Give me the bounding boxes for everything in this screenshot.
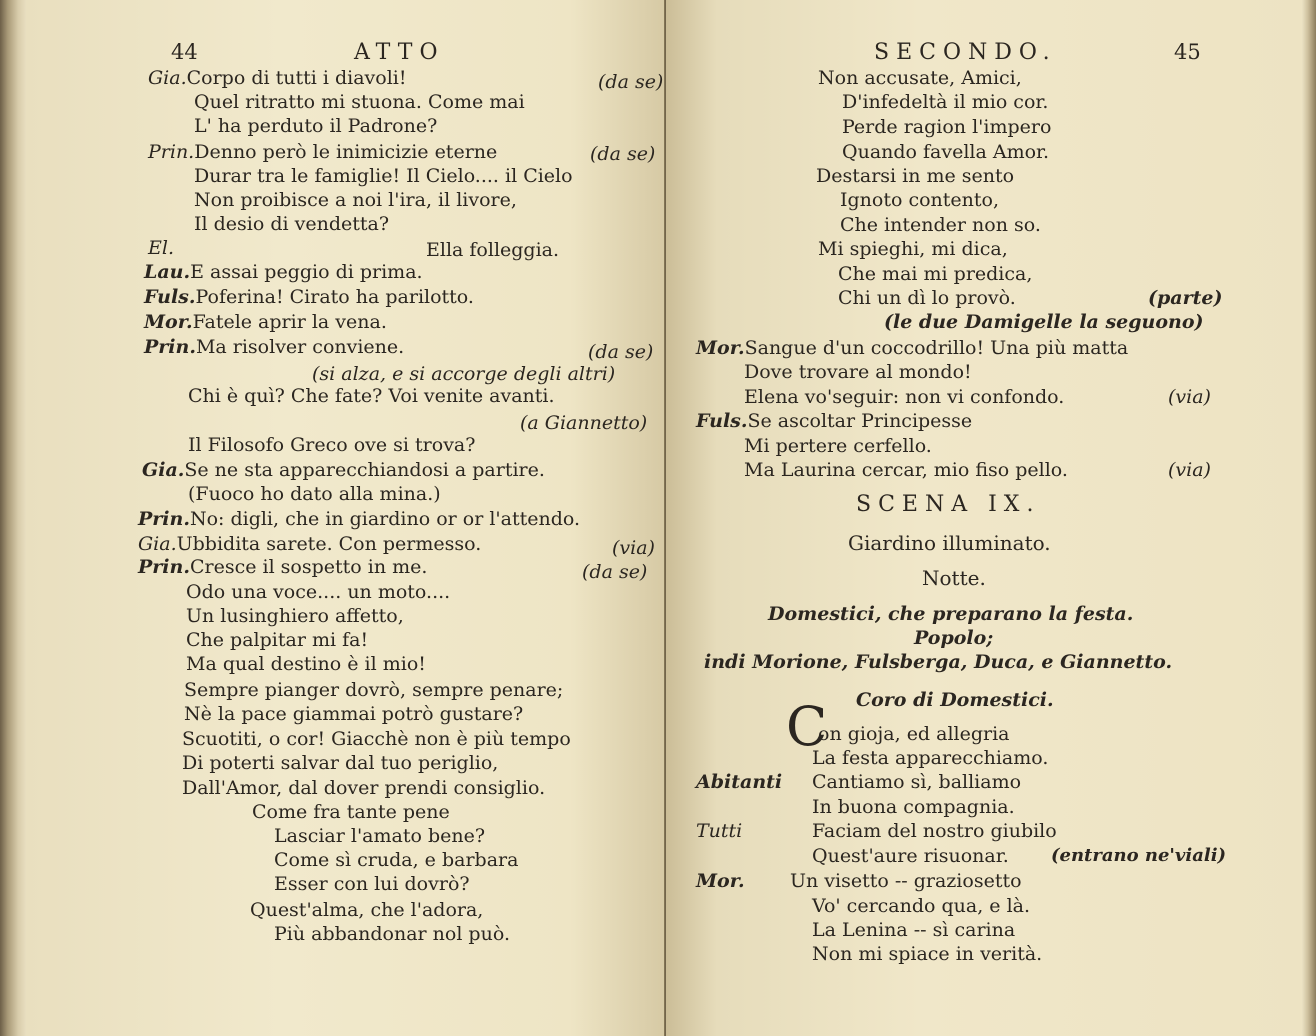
text-line: Come fra tante pene <box>252 801 450 823</box>
line-text: Ubbidita sarete. Con permesso. <box>176 533 482 555</box>
text-line <box>696 336 1128 360</box>
speaker-name: Gia. <box>148 67 187 89</box>
text-line: Chi un dì lo provò. <box>838 287 1016 309</box>
line-text: Ella folleggia. <box>426 239 560 261</box>
text-line: Un visetto -- graziosetto <box>790 870 1022 892</box>
text-line: Un lusinghiero affetto, <box>186 605 404 627</box>
line-text: E assai peggio di prima. <box>190 261 423 283</box>
speaker-name: Prin. <box>138 556 190 578</box>
text-line: Quest'aure risuonar. <box>812 845 1009 867</box>
text-line: on gioja, ed allegria <box>818 723 1010 745</box>
right-page <box>666 0 1302 1036</box>
text-line: Non mi spiace in verità. <box>812 943 1043 965</box>
text-line: Lasciar l'amato bene? <box>274 825 486 847</box>
text-line: Quel ritratto mi stuona. Come mai <box>194 91 525 113</box>
text-line: Ma qual destino è il mio! <box>186 653 426 675</box>
text-line: Nè la pace giammai potrò gustare? <box>184 703 524 725</box>
text-line: Quest'alma, che l'adora, <box>250 899 484 921</box>
line-text: Ma risolver conviene. <box>195 336 405 358</box>
text-line: Mi spieghi, mi dica, <box>818 238 1008 260</box>
page-number: 45 <box>1174 40 1201 64</box>
text-line: Elena vo'seguir: non vi confondo. <box>744 386 1065 408</box>
line-text: Se ascoltar Principesse <box>747 410 973 432</box>
stage-direction: Popolo; <box>914 627 994 649</box>
scene-title: SCENA IX. <box>856 492 1041 517</box>
text-line: Faciam del nostro giubilo <box>812 820 1057 842</box>
speaker-name: Tutti <box>696 820 743 842</box>
text-line <box>696 409 972 433</box>
text-line: Di poterti salvar dal tuo periglio, <box>182 752 499 774</box>
text-line: Esser con lui dovrò? <box>274 873 470 895</box>
stage-direction: (da se) <box>590 143 656 165</box>
running-head: SECONDO. <box>874 40 1057 65</box>
text-line <box>138 532 481 556</box>
stage-direction: (entrano ne'viali) <box>1051 845 1227 866</box>
text-line: Come sì cruda, e barbara <box>274 849 519 871</box>
line-text: Poferina! Cirato ha parilotto. <box>195 286 474 308</box>
text-line: Dall'Amor, dal dover prendi consiglio. <box>182 777 546 799</box>
text-line: La festa apparecchiamo. <box>812 747 1049 769</box>
text-line: Perde ragion l'impero <box>842 116 1052 138</box>
text-line <box>142 458 545 482</box>
speaker-name: Fuls. <box>144 286 196 308</box>
stage-direction: (si alza, e si accorge degli altri) <box>312 363 616 385</box>
text-line: Ma Laurina cercar, mio fiso pello. <box>744 459 1068 481</box>
stage-direction: (a Giannetto) <box>520 412 648 434</box>
stage-direction: Domestici, che preparano la festa. <box>768 603 1134 625</box>
speaker-name: Lau. <box>144 261 191 283</box>
page-number: 44 <box>171 40 198 64</box>
stage-direction: (parte) <box>1148 287 1223 309</box>
text-line: Durar tra le famiglie! Il Cielo.... il Cielo <box>194 165 573 187</box>
text-line <box>148 140 497 164</box>
text-line: Destarsi in me sento <box>816 165 1015 187</box>
speaker-name: Gia. <box>138 533 177 555</box>
text-line: In buona compagnia. <box>812 796 1015 818</box>
stage-direction: indi Morione, Fulsberga, Duca, e Giannetto. <box>704 651 1173 673</box>
text-line <box>144 310 387 334</box>
text-line <box>138 507 580 531</box>
speaker-name: Gia. <box>142 459 185 481</box>
stage-direction: (da se) <box>582 561 648 583</box>
line-text: Fatele aprir la vena. <box>192 311 387 333</box>
speaker-name: Mor. <box>696 870 745 892</box>
text-line: La Lenina -- sì carina <box>812 919 1016 941</box>
text-line: Che palpitar mi fa! <box>186 629 369 651</box>
text-line: Mi pertere cerfello. <box>744 435 932 457</box>
text-line: L' ha perduto il Padrone? <box>194 115 438 137</box>
text-line: Non accusate, Amici, <box>818 67 1022 89</box>
text-line: Odo una voce.... un moto.... <box>186 581 451 603</box>
stage-direction: (via) <box>612 537 655 559</box>
text-line <box>144 260 423 284</box>
line-text: Corpo di tutti i diavoli! <box>186 67 407 89</box>
stage-direction: (le due Damigelle la seguono) <box>884 311 1204 333</box>
line-text: Se ne sta apparecchiandosi a partire. <box>184 459 545 481</box>
left-page <box>26 0 666 1036</box>
text-line: Che intender non so. <box>840 214 1041 236</box>
stage-direction: (da se) <box>588 341 654 363</box>
text-line: Più abbandonar nol può. <box>274 923 510 945</box>
text-line <box>148 66 407 90</box>
drop-cap: C <box>786 695 828 758</box>
text-line: Non proibisce a noi l'ira, il livore, <box>194 189 517 211</box>
line-text: Denno però le inimicizie eterne <box>194 141 498 163</box>
speaker-name: Prin. <box>148 141 195 163</box>
stage-direction: (via) <box>1168 386 1211 408</box>
speaker-name: Abitanti <box>696 771 783 793</box>
speaker-name: El. <box>148 237 174 259</box>
line-text: Sangue d'un coccodrillo! Una più matta <box>744 337 1129 359</box>
text-line: Scuotiti, o cor! Giacchè non è più tempo <box>182 728 571 750</box>
text-line: D'infedeltà il mio cor. <box>842 91 1049 113</box>
text-line <box>138 555 427 579</box>
text-line <box>144 285 474 309</box>
book-edge-right <box>1302 0 1316 1036</box>
text-line: (Fuoco ho dato alla mina.) <box>188 483 441 505</box>
stage-direction: (via) <box>1168 459 1211 481</box>
text-line: Sempre pianger dovrò, sempre penare; <box>184 679 564 701</box>
text-line: Dove trovare al mondo! <box>744 361 972 383</box>
text-line: Il Filosofo Greco ove si trova? <box>188 434 476 456</box>
scene-time: Notte. <box>922 566 986 590</box>
running-head: ATTO <box>354 40 445 65</box>
line-text: Cresce il sospetto in me. <box>189 556 428 578</box>
text-line: Cantiamo sì, balliamo <box>812 771 1022 793</box>
text-line: Ignoto contento, <box>840 189 1000 211</box>
speaker-name: Prin. <box>138 508 190 530</box>
text-line <box>144 335 404 359</box>
speaker-name: Mor. <box>696 337 745 359</box>
stage-direction: (da se) <box>598 71 664 93</box>
text-line: Il desio di vendetta? <box>194 213 390 235</box>
scene-setting: Giardino illuminato. <box>848 531 1051 555</box>
chorus-title: Coro di Domestici. <box>856 689 1054 711</box>
speaker-name: Mor. <box>144 311 193 333</box>
speaker-name: Fuls. <box>696 410 748 432</box>
line-text: No: digli, che in giardino or or l'attendo. <box>189 508 581 530</box>
text-line: Che mai mi predica, <box>838 263 1033 285</box>
text-line: Vo' cercando qua, e là. <box>812 895 1031 917</box>
text-line: Quando favella Amor. <box>842 141 1050 163</box>
text-line: Chi è quì? Che fate? Voi venite avanti. <box>188 385 555 407</box>
book-edge-left <box>0 0 26 1036</box>
speaker-name: Prin. <box>144 336 196 358</box>
